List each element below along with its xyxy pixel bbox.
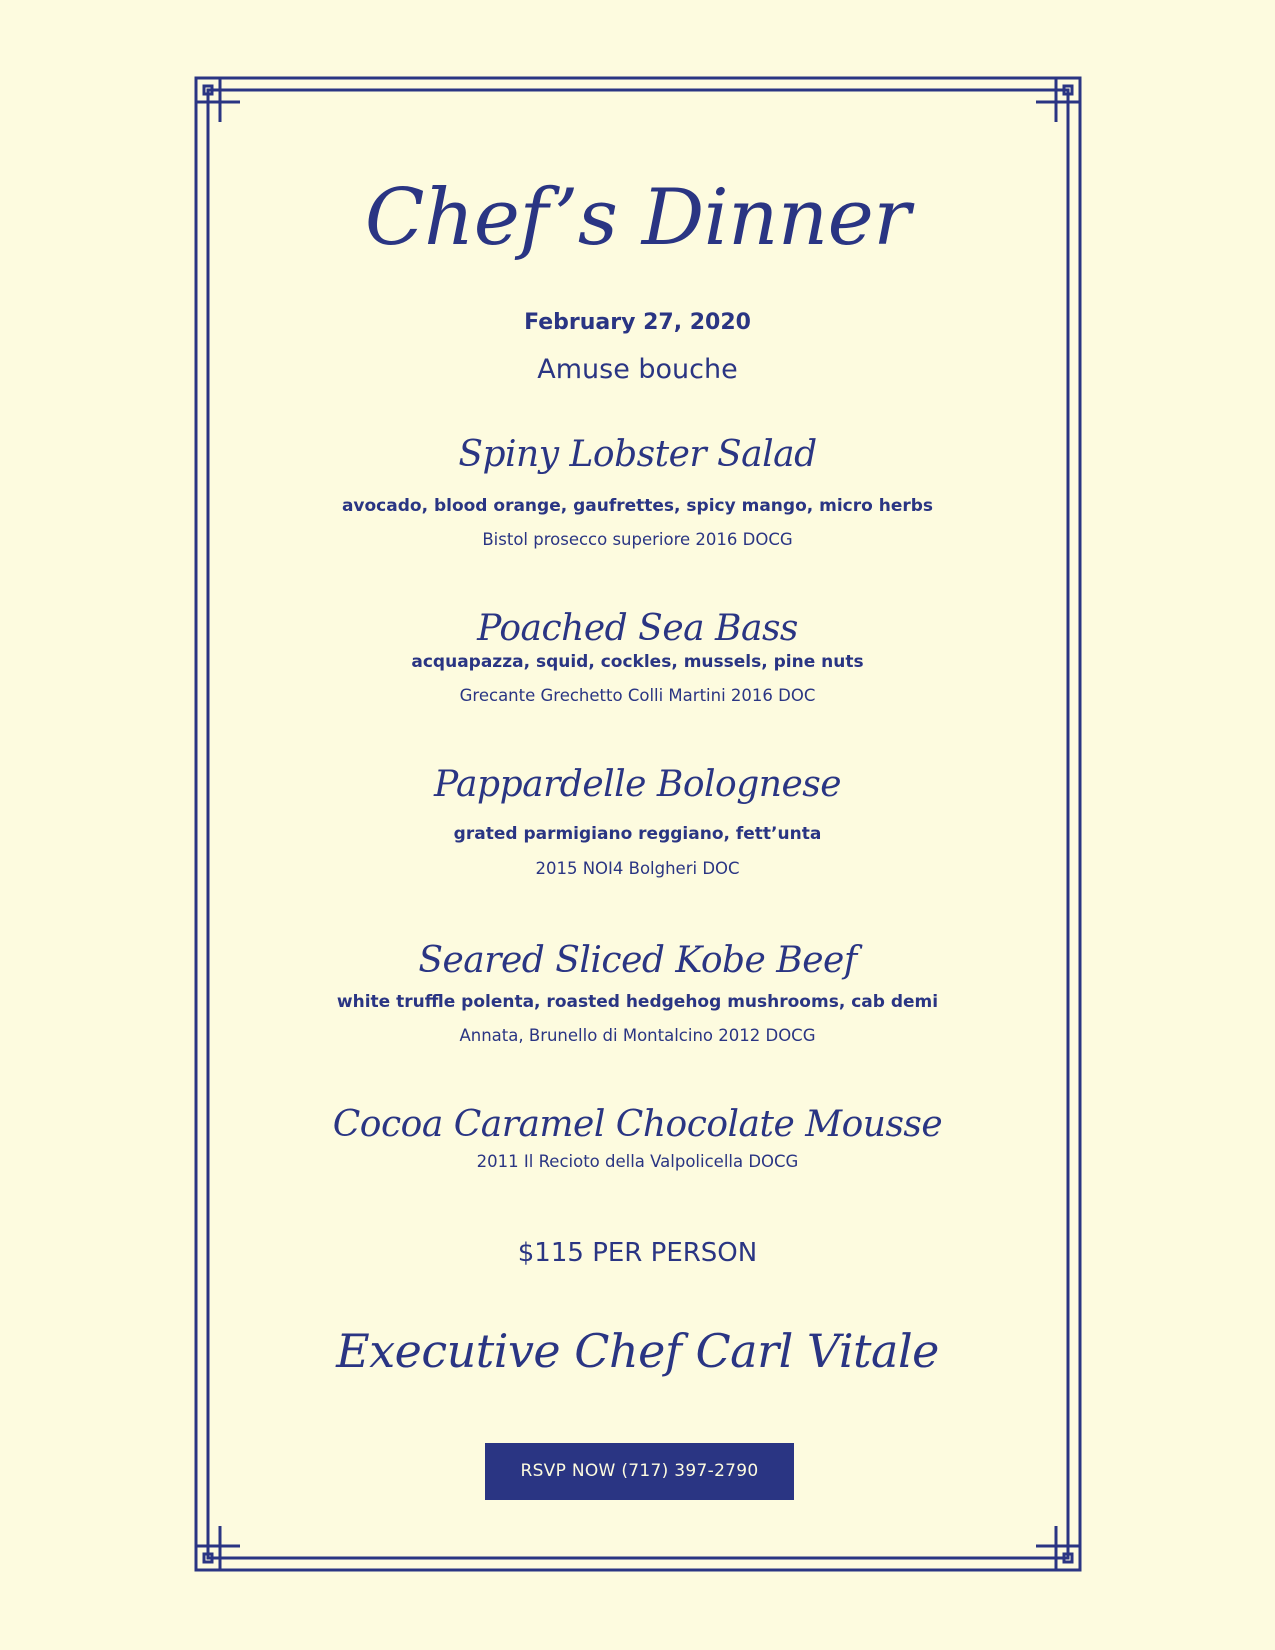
course-name: Poached Sea Bass bbox=[477, 608, 798, 649]
event-date: February 27, 2020 bbox=[524, 310, 751, 335]
course-wine: 2015 NOI4 Bolgheri DOC bbox=[535, 859, 740, 878]
course-name: Pappardelle Bolognese bbox=[433, 764, 842, 805]
executive-chef: Executive Chef Carl Vitale bbox=[336, 1324, 939, 1378]
menu-title: Chef’s Dinner bbox=[364, 173, 911, 263]
course-description: avocado, blood orange, gaufrettes, spicy mango, micro herbs bbox=[341, 496, 934, 516]
amuse-bouche-label: Amuse bouche bbox=[537, 354, 738, 385]
course-description: acquapazza, squid, cockles, mussels, pine nuts bbox=[411, 652, 864, 672]
course-wine: Bistol prosecco superiore 2016 DOCG bbox=[482, 530, 793, 549]
course-name: Cocoa Caramel Chocolate Mousse bbox=[332, 1104, 943, 1145]
course-wine: 2011 Il Recioto della Valpolicella DOCG bbox=[476, 1152, 799, 1171]
price-per-person: $115 PER PERSON bbox=[517, 1238, 758, 1268]
course-wine: Grecante Grechetto Colli Martini 2016 DOC bbox=[459, 686, 816, 705]
rsvp-button[interactable]: RSVP NOW (717) 397-2790 bbox=[485, 1443, 794, 1500]
course-description: grated parmigiano reggiano, fett’unta bbox=[453, 824, 822, 844]
course-description: white truffle polenta, roasted hedgehog mushrooms, cab demi bbox=[336, 992, 939, 1012]
course-name: Spiny Lobster Salad bbox=[458, 434, 817, 475]
course-name: Seared Sliced Kobe Beef bbox=[418, 940, 857, 981]
course-wine: Annata, Brunello di Montalcino 2012 DOCG bbox=[459, 1026, 816, 1045]
